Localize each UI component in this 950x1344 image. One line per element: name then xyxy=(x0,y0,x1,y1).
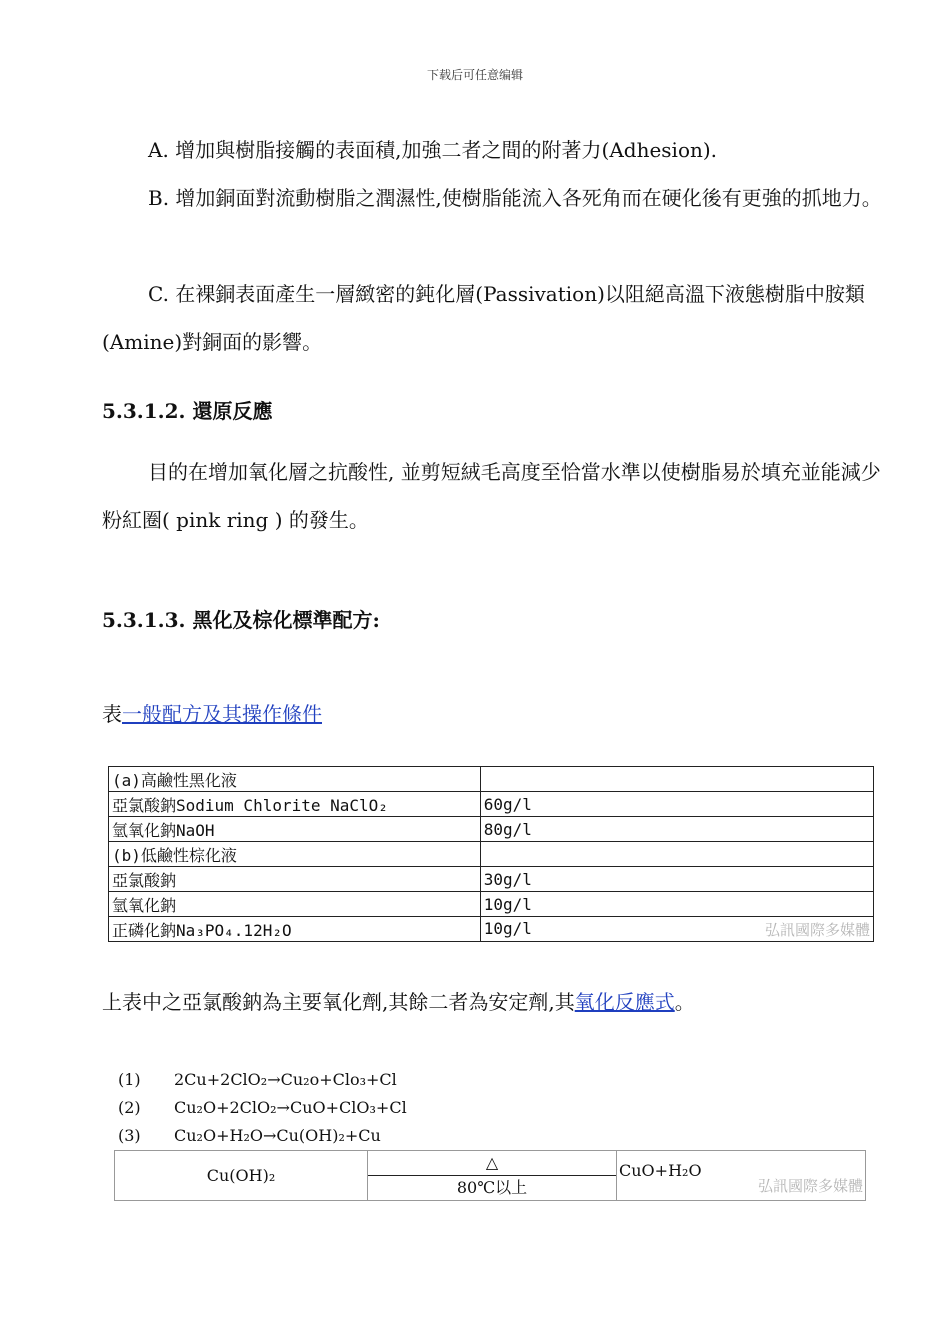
ingredient-cell: 正磷化鈉Na₃PO₄.12H₂O xyxy=(109,917,481,942)
equation-expression: Cu₂O+H₂O→Cu(OH)₂+Cu xyxy=(174,1126,381,1145)
equation-expression: Cu₂O+2ClO₂→CuO+ClO₃+Cl xyxy=(174,1098,407,1117)
ingredient-cell: 亞氯酸鈉Sodium Chlorite NaClO₂ xyxy=(109,792,481,817)
concentration-value: 80g/l xyxy=(483,819,532,839)
item-b: B. 增加銅面對流動樹脂之潤濕性,使樹脂能流入各死角而在硬化後有更強的抓地力。 xyxy=(148,186,882,210)
formula-table-body xyxy=(109,767,874,942)
oxidation-note-text: 上表中之亞氯酸鈉為主要氧化劑,其餘二者為安定劑,其 xyxy=(102,990,575,1014)
item-a: A. 增加與樹脂接觸的表面積,加強二者之間的附著力(Adhesion). xyxy=(148,138,718,162)
table-caption-prefix: 表 xyxy=(102,702,122,726)
oxidation-equation-link[interactable]: 氧化反應式 xyxy=(574,990,675,1014)
concentration-cell xyxy=(480,767,873,792)
concentration-cell xyxy=(480,917,873,942)
watermark: 弘訊國際多媒體 xyxy=(757,1177,863,1195)
table-row xyxy=(109,867,874,892)
table-caption-link[interactable]: 一般配方及其操作條件 xyxy=(122,702,322,726)
concentration-value: 10g/l xyxy=(483,894,532,914)
concentration-cell xyxy=(480,792,873,817)
concentration-value: 30g/l xyxy=(483,869,532,889)
ingredient-cell: 氫氧化鈉 xyxy=(109,892,481,917)
concentration-value: 60g/l xyxy=(483,794,532,814)
page-header: 下载后可任意编辑 xyxy=(426,68,523,82)
table-caption xyxy=(102,698,322,727)
reaction-condition-cell xyxy=(368,1151,617,1201)
equation-number: (3) xyxy=(118,1126,141,1145)
equation-list xyxy=(118,1070,407,1154)
equation-line xyxy=(118,1098,407,1126)
section-body-reduction: 目的在增加氧化層之抗酸性, 並剪短絨毛高度至恰當水準以使樹脂易於填充並能減少粉紅圈( pink ring ) 的發生。 xyxy=(102,460,881,532)
ingredient-cell: 亞氯酸鈉 xyxy=(109,867,481,892)
watermark: 弘訊國際多媒體 xyxy=(764,920,870,939)
formula-table xyxy=(108,766,874,942)
table-row xyxy=(109,842,874,867)
oxidation-note-end: 。 xyxy=(674,990,695,1014)
section-heading-formula: 5.3.1.3. 黑化及棕化標準配方: xyxy=(102,608,380,632)
equation-line xyxy=(118,1070,407,1098)
table-row xyxy=(109,817,874,842)
reaction-condition: 80℃以上 xyxy=(456,1178,528,1197)
reaction-reactant: Cu(OH)₂ xyxy=(115,1151,368,1201)
heat-symbol: △ xyxy=(368,1151,616,1176)
reaction-box xyxy=(114,1150,866,1201)
concentration-cell xyxy=(480,892,873,917)
ingredient-cell: (a)高鹼性黑化液 xyxy=(109,767,481,792)
equation-expression: 2Cu+2ClO₂→Cu₂o+Clo₃+Cl xyxy=(174,1070,397,1089)
concentration-cell xyxy=(480,842,873,867)
ingredient-cell: (b)低鹼性棕化液 xyxy=(109,842,481,867)
section-heading-reduction: 5.3.1.2. 還原反應 xyxy=(102,399,273,423)
reaction-product-cell xyxy=(617,1151,866,1201)
table-row xyxy=(109,892,874,917)
table-row xyxy=(109,917,874,942)
reaction-product: CuO+H₂O xyxy=(619,1161,702,1180)
concentration-cell xyxy=(480,867,873,892)
ingredient-cell: 氫氧化鈉NaOH xyxy=(109,817,481,842)
table-row xyxy=(109,792,874,817)
equation-number: (1) xyxy=(118,1070,141,1089)
oxidation-note xyxy=(102,986,695,1015)
concentration-cell xyxy=(480,817,873,842)
item-c: C. 在裸銅表面產生一層緻密的鈍化層(Passivation)以阻絕高溫下液態樹脂中胺類(Amine)對銅面的影響。 xyxy=(102,282,865,354)
equation-number: (2) xyxy=(118,1098,141,1117)
concentration-value: 10g/l xyxy=(483,918,532,938)
table-row xyxy=(109,767,874,792)
